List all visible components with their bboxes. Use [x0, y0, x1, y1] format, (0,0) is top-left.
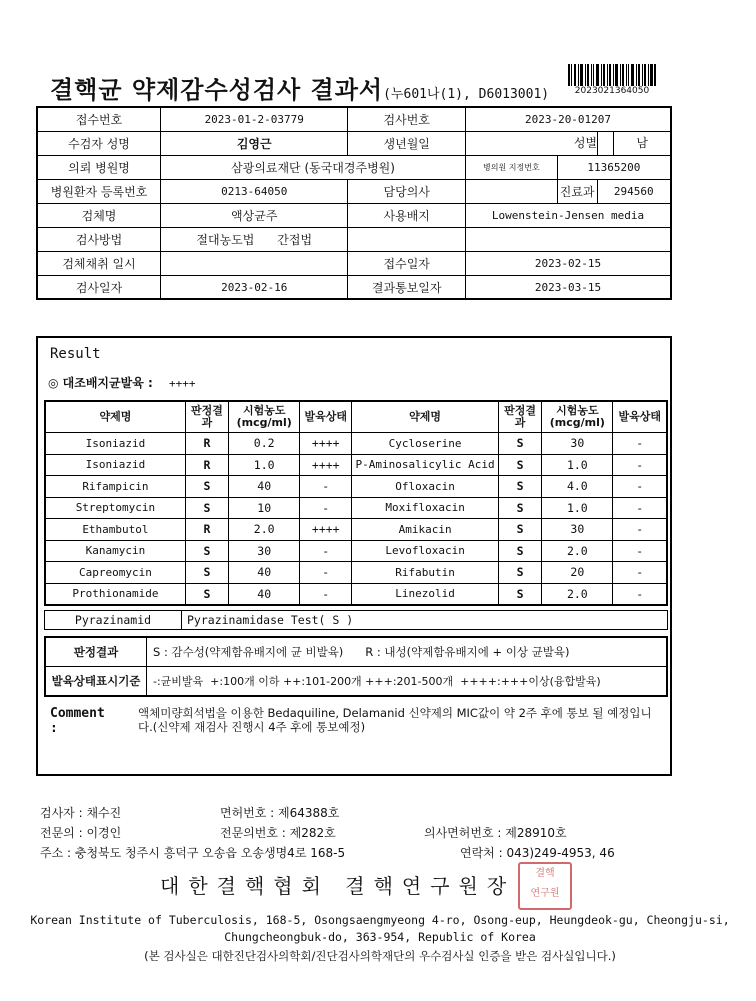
info-label: 병원환자 등록번호 — [37, 180, 161, 204]
contact: 연락처 : 043)249-4953, 46 — [460, 846, 615, 860]
document-title — [50, 70, 549, 105]
drug-name: Streptomycin — [45, 497, 185, 519]
drug-name: Amikacin — [352, 519, 499, 541]
header-judgment: 판정결과 — [499, 401, 542, 433]
table-row — [45, 476, 667, 498]
header-growth: 발육상태 — [613, 401, 667, 433]
header-concentration: 시험농도(mcg/ml) — [229, 401, 300, 433]
test-method-2: 간접법 — [277, 233, 313, 247]
growth-status: - — [613, 583, 667, 605]
growth-status: - — [613, 540, 667, 562]
concentration: 40 — [229, 476, 300, 498]
table-row — [45, 540, 667, 562]
drug-name: Kanamycin — [45, 540, 185, 562]
growth-status: ++++ — [300, 433, 352, 455]
pyrazinamide-result: Pyrazinamidase Test( S ) — [187, 613, 354, 627]
judgment: S — [185, 497, 228, 519]
info-label: 수검자 성명 — [37, 132, 161, 156]
institution-code: 11365200 — [557, 156, 671, 180]
registration-number: 0213-64050 — [161, 180, 348, 204]
info-label: 검사번호 — [348, 107, 466, 132]
table-row — [45, 562, 667, 584]
receipt-number: 2023-01-2-03779 — [161, 107, 348, 132]
concentration: 10 — [229, 497, 300, 519]
growth-status: - — [300, 562, 352, 584]
pyrazinamide-label: Pyrazinamid — [45, 611, 182, 629]
info-label: 검체채취 일시 — [37, 252, 161, 276]
growth-status: - — [300, 476, 352, 498]
judgment: S — [499, 562, 542, 584]
collection-date — [161, 252, 348, 276]
info-label: 진료과 — [557, 180, 597, 204]
header-drug: 약제명 — [352, 401, 499, 433]
info-label: 접수번호 — [37, 107, 161, 132]
sex: 남 — [636, 136, 648, 150]
info-label: 접수일자 — [348, 252, 466, 276]
header-growth: 발육상태 — [300, 401, 352, 433]
specialist-number: 전문의번호 : 제282호 — [220, 826, 336, 840]
drug-name: Ofloxacin — [352, 476, 499, 498]
test-method — [161, 228, 348, 252]
growth-status: - — [613, 562, 667, 584]
judgment: S — [499, 540, 542, 562]
sex-cell — [573, 132, 671, 156]
hospital-name: 삼광의료재단 (동국대경주병원) — [161, 156, 466, 180]
certification-note: (본 검사실은 대한진단검사의학회/진단검사의학재단의 우수검사실 인증을 받은 검사실입니다.) — [144, 949, 616, 963]
info-label: 의뢰 병원명 — [37, 156, 161, 180]
drug-rows — [45, 433, 667, 606]
barcode-number: 2023021364050 — [574, 86, 650, 96]
doctor-name — [466, 180, 558, 204]
comment-text: 액체미량희석법을 이용한 Bedaquiline, Delamanid 신약제의 MIC값이 약 2주 후에 통보 될 예정입니다.(신약제 재검사 진행시 4주 후에 통보예정) — [138, 706, 652, 734]
drug-name: Rifabutin — [352, 562, 499, 584]
concentration: 20 — [542, 562, 613, 584]
judgment: S — [499, 583, 542, 605]
judgment: S — [185, 476, 228, 498]
info-label: 성별 — [558, 132, 615, 155]
table-row — [45, 454, 667, 476]
drug-name: Isoniazid — [45, 433, 185, 455]
concentration: 30 — [542, 519, 613, 541]
drug-name: P-Aminosalicylic Acid — [352, 454, 499, 476]
judgment-legend-text: S : 감수성(약제함유배지에 균 비발육) R : 내성(약제함유배지에 + 이상 균발육) — [147, 637, 668, 667]
result-title: Result — [50, 346, 101, 362]
barcode-icon — [568, 64, 656, 86]
patient-name: 김영근 — [161, 132, 348, 156]
judgment: S — [185, 540, 228, 562]
official-seal — [518, 862, 572, 910]
judgment: S — [185, 562, 228, 584]
growth-status: - — [613, 433, 667, 455]
info-label: 병의원 지정번호 — [466, 156, 558, 180]
growth-status: - — [613, 454, 667, 476]
drug-name: Cycloserine — [352, 433, 499, 455]
patient-info-table — [36, 106, 672, 300]
concentration: 30 — [542, 433, 613, 455]
growth-status: - — [300, 583, 352, 605]
drug-name: Capreomycin — [45, 562, 185, 584]
test-number: 2023-20-01207 — [466, 107, 672, 132]
title-code: (누601나(1), D6013001) — [383, 87, 550, 102]
report-date: 2023-03-15 — [466, 276, 672, 300]
control-growth-label: ◎ 대조배지균발육 : — [48, 376, 153, 390]
susceptibility-table — [44, 400, 668, 606]
judgment: S — [499, 476, 542, 498]
drug-name: Rifampicin — [45, 476, 185, 498]
test-method-1: 절대농도법 — [196, 233, 255, 247]
judgment: R — [185, 519, 228, 541]
drug-name: Prothionamide — [45, 583, 185, 605]
growth-status: - — [300, 497, 352, 519]
institute-name: 대한결핵협회 결핵연구원장 — [160, 874, 516, 898]
seal-text: 결핵 연구원 — [530, 868, 560, 899]
growth-status: ++++ — [300, 519, 352, 541]
concentration: 0.2 — [229, 433, 300, 455]
info-label: 생년월일 — [348, 132, 466, 156]
growth-status: - — [300, 540, 352, 562]
control-growth-value: ++++ — [168, 377, 196, 390]
concentration: 40 — [229, 583, 300, 605]
control-growth — [48, 374, 195, 391]
header-concentration: 시험농도(mcg/ml) — [542, 401, 613, 433]
growth-status: - — [613, 476, 667, 498]
table-row — [45, 497, 667, 519]
growth-legend-text: -:균비발육 +:100개 이하 ++:101-200개 +++:201-500개 ++++:+++이상(융합발육) — [147, 667, 668, 697]
table-row — [45, 519, 667, 541]
culture-medium: Lowenstein-Jensen media — [466, 204, 672, 228]
address: 주소 : 충청북도 청주시 흥덕구 오송읍 오송생명4로 168-5 — [40, 846, 346, 860]
header-drug: 약제명 — [45, 401, 185, 433]
judgment: S — [499, 454, 542, 476]
empty-cell — [466, 228, 672, 252]
title-text: 결핵균 약제감수성검사 결과서 — [50, 76, 384, 104]
info-label: 담당의사 — [348, 180, 466, 204]
info-label: 검체명 — [37, 204, 161, 228]
test-date: 2023-02-16 — [161, 276, 348, 300]
info-label: 검사방법 — [37, 228, 161, 252]
concentration: 1.0 — [229, 454, 300, 476]
judgment: S — [499, 433, 542, 455]
growth-status: - — [613, 497, 667, 519]
drug-name: Ethambutol — [45, 519, 185, 541]
growth-status: - — [613, 519, 667, 541]
drug-name: Linezolid — [352, 583, 499, 605]
concentration: 1.0 — [542, 454, 613, 476]
concentration: 30 — [229, 540, 300, 562]
result-section — [36, 336, 672, 776]
table-row — [45, 433, 667, 455]
drug-name: Isoniazid — [45, 454, 185, 476]
comment-label: Comment : — [50, 706, 105, 736]
judgment: S — [499, 519, 542, 541]
tester: 검사자 : 채수진 — [40, 806, 122, 820]
license-number: 면허번호 : 제64388호 — [220, 806, 340, 820]
concentration: 1.0 — [542, 497, 613, 519]
concentration: 4.0 — [542, 476, 613, 498]
english-address: Korean Institute of Tuberculosis, 168-5, Osongsaengmyeong 4-ro, Osong-eup, Heungdeok-gu, Cheongju-si, Chungcheongbuk-do, 363-954, Republic of Korea — [30, 913, 730, 944]
judgment: S — [185, 583, 228, 605]
judgment: S — [499, 497, 542, 519]
judgment: R — [185, 433, 228, 455]
concentration: 2.0 — [542, 583, 613, 605]
specialist: 전문의 : 이경인 — [40, 826, 122, 840]
received-date: 2023-02-15 — [466, 252, 672, 276]
growth-legend-label: 발육상태표시기준 — [45, 667, 147, 697]
specimen-name: 액상균주 — [161, 204, 348, 228]
judgment: R — [185, 454, 228, 476]
department: 294560 — [597, 180, 671, 204]
info-label: 결과통보일자 — [348, 276, 466, 300]
pyrazinamide-row — [44, 610, 668, 630]
drug-name: Moxifloxacin — [352, 497, 499, 519]
doctor-license-number: 의사면허번호 : 제28910호 — [424, 826, 567, 840]
drug-name: Levofloxacin — [352, 540, 499, 562]
legend-table — [44, 636, 668, 697]
judgment-legend-label: 판정결과 — [45, 637, 147, 667]
empty-cell — [348, 228, 466, 252]
growth-status: ++++ — [300, 454, 352, 476]
info-label: 사용배지 — [348, 204, 466, 228]
concentration: 2.0 — [542, 540, 613, 562]
concentration: 40 — [229, 562, 300, 584]
concentration: 2.0 — [229, 519, 300, 541]
header-judgment: 판정결과 — [185, 401, 228, 433]
info-label: 검사일자 — [37, 276, 161, 300]
table-row — [45, 583, 667, 605]
